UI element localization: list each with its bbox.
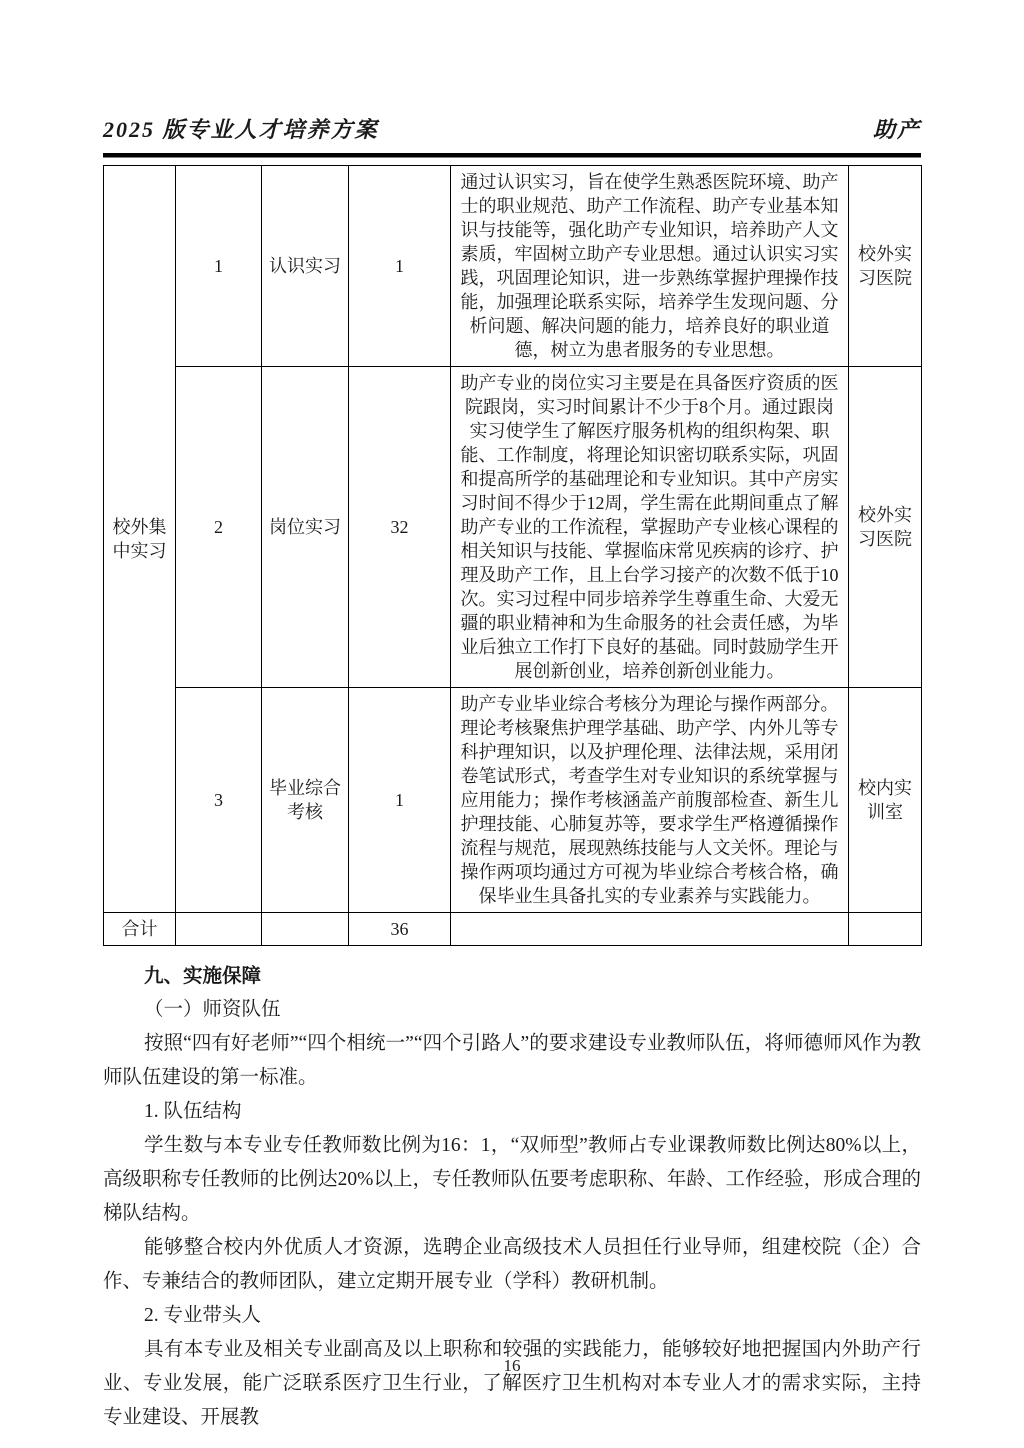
table-row: [104, 688, 922, 913]
item1-title: 1. 队伍结构: [143, 1101, 242, 1122]
course-name-cell: 岗位实习: [262, 367, 349, 688]
total-hours-cell: 36: [349, 913, 451, 946]
header-double-rule: [103, 148, 921, 153]
header-right-title: 助产: [872, 117, 921, 142]
place-cell: 校外实习医院: [849, 367, 922, 688]
empty-cell: [262, 913, 349, 946]
item2-title: 2. 专业带头人: [143, 1305, 261, 1326]
page-number: 16: [503, 1356, 521, 1375]
course-name-cell: 认识实习: [262, 166, 349, 367]
table-row: [104, 166, 922, 367]
seq-cell: 2: [176, 367, 262, 688]
header-left-title: 2025 版专业人才培养方案: [103, 117, 379, 142]
total-label-cell: 合计: [104, 913, 176, 946]
empty-cell: [176, 913, 262, 946]
description-cell: 助产专业毕业综合考核分为理论与操作两部分。理论考核聚焦护理学基础、助产学、内外儿等专科护理知识，以及护理伦理、法律法规，采用闭卷笔试形式，考查学生对专业知识的系统掌握与应用能力；操作考核涵盖产前腹部检查、新生儿护理技能、心肺复苏等，要求学生严格遵循操作流程与规范，展现熟练技能与人文关怀。理论与操作两项均通过方可视为毕业综合考核合格，确保毕业生具备扎实的专业素养与实践能力。: [451, 688, 849, 913]
internship-table: [103, 165, 922, 946]
subsection-heading: （一）师资队伍: [143, 999, 281, 1020]
hours-cell: 32: [349, 367, 451, 688]
item1-paragraph-1: 学生数与本专业专任教师数比例为16：1，“双师型”教师占专业课教师数比例达80%以上，高级职称专任教师的比例达20%以上，专任教师队伍要考虑职称、年龄、工作经验，形成合理的梯队结构。: [103, 1135, 921, 1224]
course-name-cell: 毕业综合考核: [262, 688, 349, 913]
empty-cell: [451, 913, 849, 946]
item2-paragraph-1: 具有本专业及相关专业副高及以上职称和较强的实践能力，能够较好地把握国内外助产行业、专业发展，能广泛联系医疗卫生行业，了解医疗卫生机构对本专业人才的需求实际，主持专业建设、开展教: [103, 1339, 921, 1428]
table-total-row: [104, 913, 922, 946]
page-header: [103, 0, 921, 144]
description-cell: 通过认识实习，旨在使学生熟悉医院环境、助产士的职业规范、助产工作流程、助产专业基本知识与技能等，强化助产专业知识，培养助产人文素质，牢固树立助产专业思想。通过认识实习实践，巩固理论知识，进一步熟练掌握护理操作技能，加强理论联系实际，培养学生发现问题、分析问题、解决问题的能力，培养良好的职业道德，树立为患者服务的专业思想。: [451, 166, 849, 367]
hours-cell: 1: [349, 688, 451, 913]
item1-paragraph-2: 能够整合校内外优质人才资源，选聘企业高级技术人员担任行业导师，组建校院（企）合作、专兼结合的教师团队，建立定期开展专业（学科）教研机制。: [103, 1237, 921, 1292]
description-cell: 助产专业的岗位实习主要是在具备医疗资质的医院跟岗，实习时间累计不少于8个月。通过跟岗实习使学生了解医疗服务机构的组织构架、职能、工作制度，将理论知识密切联系实际，巩固和提高所学的基础理论和专业知识。其中产房实习时间不得少于12周，学生需在此期间重点了解助产专业的工作流程，掌握助产专业核心课程的相关知识与技能、掌握临床常见疾病的诊疗、护理及助产工作，且上台学习接产的次数不低于10次。实习过程中同步培养学生尊重生命、大爱无疆的职业精神和为生命服务的社会责任感，为毕业后独立工作打下良好的基础。同时鼓励学生开展创新创业，培养创新创业能力。: [451, 367, 849, 688]
intro-paragraph: 按照“四有好老师”“四个相统一”“四个引路人”的要求建设专业教师队伍，将师德师风作为教师队伍建设的第一标准。: [103, 1033, 921, 1088]
place-cell: 校外实习医院: [849, 166, 922, 367]
category-cell: 校外集中实习: [104, 166, 176, 913]
table-row: [104, 367, 922, 688]
seq-cell: 1: [176, 166, 262, 367]
place-cell: 校内实训室: [849, 688, 922, 913]
section-heading: 九、实施保障: [143, 965, 261, 987]
hours-cell: 1: [349, 166, 451, 367]
seq-cell: 3: [176, 688, 262, 913]
empty-cell: [849, 913, 922, 946]
